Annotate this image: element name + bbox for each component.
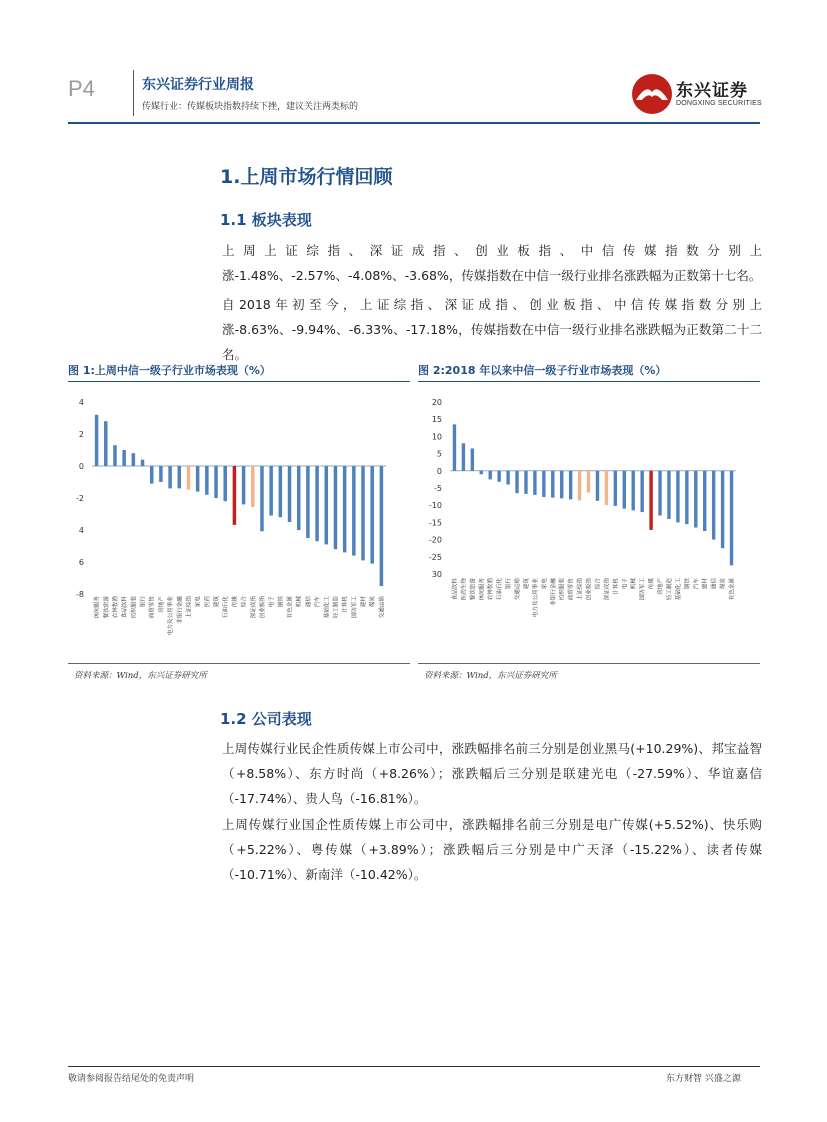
bar-3 bbox=[480, 471, 483, 474]
bar-30 bbox=[370, 466, 373, 564]
category-label: 创业板指 bbox=[586, 578, 593, 601]
bar-21 bbox=[640, 471, 643, 512]
section-1-1-paragraph-1: 上周上证综指、深证成指、创业板指、中信传媒指数分别上涨-1.48%、-2.57%、-4.08%、-3.68%，传媒指数在中信一级行业排名涨跌幅为正数第十七名。 bbox=[222, 243, 762, 283]
category-label: 餐饮旅游 bbox=[103, 596, 110, 619]
bar-5 bbox=[497, 471, 500, 482]
bar-9 bbox=[178, 466, 181, 488]
bar-11 bbox=[196, 466, 199, 492]
category-label: 机械 bbox=[296, 596, 303, 608]
bar-6 bbox=[506, 471, 509, 485]
category-label: 休闲服务 bbox=[94, 596, 101, 619]
category-label: 医药生物 bbox=[461, 578, 468, 601]
header-divider bbox=[133, 70, 134, 116]
bar-31 bbox=[380, 466, 383, 586]
category-label: 基础化工 bbox=[675, 578, 682, 601]
category-label: 计算机 bbox=[342, 596, 349, 613]
logo-cn-text: 东兴证券 bbox=[676, 81, 748, 101]
category-label: 通信 bbox=[711, 578, 718, 590]
y-tick-label: -10 bbox=[428, 501, 442, 511]
bar-2 bbox=[471, 448, 474, 470]
category-label: 交通运输 bbox=[515, 578, 522, 601]
bar-7 bbox=[515, 471, 518, 493]
category-label: 综合 bbox=[595, 578, 602, 590]
bar-5 bbox=[141, 460, 144, 466]
category-label: 机械 bbox=[631, 578, 638, 590]
y-tick-label: 10 bbox=[431, 432, 442, 442]
footer-rule bbox=[68, 1066, 760, 1067]
category-label: 轻工制造 bbox=[666, 578, 673, 601]
category-label: 石油石化 bbox=[223, 596, 230, 619]
bar-8 bbox=[524, 471, 527, 494]
category-label: 综合 bbox=[241, 596, 248, 608]
category-label: 钢铁 bbox=[278, 596, 285, 608]
category-label: 电子 bbox=[622, 578, 629, 590]
category-label: 非银行金融 bbox=[177, 596, 184, 624]
bar-18 bbox=[260, 466, 263, 531]
bar-24 bbox=[667, 471, 670, 519]
category-label: 农林牧渔 bbox=[488, 578, 495, 601]
bar-23 bbox=[306, 466, 309, 538]
header-rule bbox=[68, 122, 760, 124]
y-tick-label: 2 bbox=[78, 430, 84, 439]
category-label: 建筑 bbox=[523, 578, 530, 590]
category-label: 商贸零售 bbox=[149, 596, 156, 619]
bar-11 bbox=[551, 471, 554, 498]
bar-4 bbox=[489, 471, 492, 480]
bar-30 bbox=[721, 471, 724, 548]
figure-1-source: 资料来源：Wind，东兴证券研究所 bbox=[74, 671, 207, 681]
category-label: 医药 bbox=[204, 596, 211, 608]
bar-9 bbox=[533, 471, 536, 495]
y-tick-label: 0 bbox=[78, 462, 84, 471]
y-tick-label: 4 bbox=[78, 526, 84, 535]
category-label: 纺织服装 bbox=[559, 578, 566, 601]
category-label: 银行 bbox=[140, 596, 147, 608]
category-label: 银行 bbox=[506, 578, 513, 590]
bar-26 bbox=[334, 466, 337, 549]
footer-disclaimer: 敬请参阅报告结尾处的免责声明 bbox=[68, 1074, 195, 1084]
category-label: 食品饮料 bbox=[452, 578, 459, 601]
section-1-heading: 1.上周市场行情回顾 bbox=[220, 166, 393, 188]
y-tick-label: 4 bbox=[78, 398, 84, 407]
category-label: 煤炭 bbox=[370, 596, 377, 608]
category-label: 电力及公用事业 bbox=[532, 578, 539, 618]
category-label: 石油石化 bbox=[497, 578, 504, 601]
bar-19 bbox=[623, 471, 626, 509]
bar-19 bbox=[269, 466, 272, 516]
bar-22 bbox=[649, 471, 652, 530]
category-label: 休闲服务 bbox=[479, 578, 486, 601]
bar-24 bbox=[315, 466, 318, 541]
y-tick-label: -2 bbox=[76, 494, 84, 503]
bar-23 bbox=[658, 471, 661, 516]
category-label: 上证综指 bbox=[186, 596, 193, 619]
category-label: 农林牧渔 bbox=[112, 596, 119, 619]
bar-29 bbox=[361, 466, 364, 560]
figure-2-bottom-rule bbox=[418, 663, 760, 664]
section-1-1-heading: 1.1 板块表现 bbox=[220, 211, 312, 229]
category-label: 电力及公用事业 bbox=[168, 596, 175, 636]
figure-1-top-rule bbox=[68, 381, 410, 382]
bar-26 bbox=[685, 471, 688, 524]
y-tick-label: 15 bbox=[431, 415, 442, 425]
category-label: 上证综指 bbox=[577, 578, 584, 601]
bar-2 bbox=[113, 445, 116, 466]
bar-1 bbox=[462, 443, 465, 471]
category-label: 传媒 bbox=[649, 578, 656, 590]
figure-2-chart bbox=[418, 384, 760, 662]
bar-27 bbox=[694, 471, 697, 528]
category-label: 钢铁 bbox=[684, 578, 691, 590]
category-label: 计算机 bbox=[613, 578, 620, 595]
footer-slogan: 东方财智 兴盛之源 bbox=[666, 1074, 741, 1084]
category-label: 餐饮旅游 bbox=[470, 578, 477, 601]
bar-27 bbox=[343, 466, 346, 552]
bar-31 bbox=[730, 471, 733, 566]
category-label: 家电 bbox=[195, 596, 202, 608]
figure-2-caption: 图 2:2018 年以来中信一级子行业市场表现（%） bbox=[418, 364, 667, 377]
category-label: 深证成指 bbox=[250, 596, 257, 619]
bar-16 bbox=[242, 466, 245, 504]
category-label: 家电 bbox=[541, 578, 548, 590]
bar-25 bbox=[676, 471, 679, 523]
bar-15 bbox=[233, 466, 236, 525]
figure-1-chart bbox=[68, 384, 410, 662]
figure-1-caption: 图 1:上周中信一级子行业市场表现（%） bbox=[68, 364, 271, 377]
category-label: 房地产 bbox=[658, 578, 665, 595]
category-label: 建材 bbox=[361, 596, 368, 608]
bar-12 bbox=[560, 471, 563, 499]
bar-10 bbox=[187, 466, 190, 490]
bar-20 bbox=[279, 466, 282, 517]
section-1-2-paragraph-2: 上周传媒行业国企性质传媒上市公司中，涨跌幅排名前三分别是电广传媒(+5.52%)、快乐购（+5.22%）、粤传媒（+3.89%）；涨跌幅后三分别是中广天泽（-15.22%）、读者传媒（-10.71%）、新南洋（-10.42%）。 bbox=[222, 817, 762, 882]
bar-0 bbox=[95, 415, 98, 466]
bar-16 bbox=[596, 471, 599, 501]
y-tick-label: -8 bbox=[76, 590, 84, 599]
bar-17 bbox=[251, 466, 254, 507]
category-label: 交通运输 bbox=[379, 596, 386, 619]
category-label: 建筑 bbox=[214, 596, 221, 608]
category-label: 非银行金融 bbox=[550, 578, 557, 606]
bar-20 bbox=[632, 471, 635, 511]
category-label: 有色金属 bbox=[287, 596, 294, 619]
report-title: 东兴证券行业周报 bbox=[142, 77, 254, 93]
bar-21 bbox=[288, 466, 291, 522]
page-number: P4 bbox=[68, 76, 95, 101]
category-label: 基础化工 bbox=[324, 596, 331, 619]
bar-13 bbox=[569, 471, 572, 500]
bar-1 bbox=[104, 421, 107, 466]
y-tick-label: -5 bbox=[434, 484, 442, 493]
category-label: 纺织服装 bbox=[131, 596, 138, 619]
category-label: 食品饮料 bbox=[122, 596, 129, 619]
category-label: 传媒 bbox=[232, 596, 239, 608]
bar-7 bbox=[159, 466, 162, 482]
y-tick-label: 30 bbox=[431, 570, 442, 579]
bar-13 bbox=[214, 466, 217, 498]
category-label: 创业板指 bbox=[259, 596, 266, 619]
section-1-2-heading: 1.2 公司表现 bbox=[220, 710, 312, 728]
logo-en-text: DONGXING SECURITIES bbox=[676, 100, 762, 107]
bar-4 bbox=[132, 453, 135, 466]
bar-3 bbox=[122, 450, 125, 466]
bar-28 bbox=[703, 471, 706, 531]
bar-18 bbox=[614, 471, 617, 506]
category-label: 建材 bbox=[702, 578, 709, 590]
bar-10 bbox=[542, 471, 545, 497]
category-label: 汽车 bbox=[693, 578, 700, 590]
bar-14 bbox=[578, 471, 581, 501]
category-label: 通信 bbox=[305, 596, 312, 608]
figure-2-source: 资料来源：Wind，东兴证券研究所 bbox=[424, 671, 557, 681]
category-label: 电子 bbox=[269, 596, 276, 608]
y-tick-label: -25 bbox=[428, 552, 442, 562]
y-tick-label: 0 bbox=[436, 466, 442, 476]
figure-1-bottom-rule bbox=[68, 663, 410, 664]
category-label: 国防军工 bbox=[351, 596, 358, 619]
section-1-2-paragraph-1: 上周传媒行业民企性质传媒上市公司中，涨跌幅排名前三分别是创业黑马(+10.29%)、邦宝益智（+8.58%）、东方时尚（+8.26%）；涨跌幅后三分别是联建光电（-27.59%）、华谊嘉信（-17.74%）、贵人鸟（-16.81%）。 bbox=[222, 741, 762, 806]
bar-8 bbox=[168, 466, 171, 488]
category-label: 国防军工 bbox=[640, 578, 647, 601]
category-label: 煤炭 bbox=[720, 578, 727, 590]
y-tick-label: -15 bbox=[428, 518, 442, 528]
bar-14 bbox=[223, 466, 226, 501]
bar-6 bbox=[150, 466, 153, 484]
section-1-1-paragraph-2: 自2018年初至今，上证综指、深证成指、创业板指、中信传媒指数分别上涨-8.63%、-9.94%、-6.33%、-17.18%，传媒指数在中信一级行业排名涨跌幅为正数第二十二名。 bbox=[222, 297, 762, 362]
y-tick-label: 6 bbox=[78, 558, 84, 567]
bar-22 bbox=[297, 466, 300, 530]
category-label: 轻工制造 bbox=[333, 596, 340, 619]
category-label: 汽车 bbox=[315, 596, 322, 608]
bar-28 bbox=[352, 466, 355, 556]
category-label: 房地产 bbox=[158, 596, 165, 613]
bar-17 bbox=[605, 471, 608, 505]
company-logo-icon bbox=[630, 72, 674, 116]
y-tick-label: 20 bbox=[431, 398, 442, 407]
bar-0 bbox=[453, 424, 456, 470]
category-label: 商贸零售 bbox=[568, 578, 575, 601]
bar-12 bbox=[205, 466, 208, 495]
y-tick-label: -20 bbox=[428, 535, 442, 545]
bar-15 bbox=[587, 471, 590, 493]
figure-2-top-rule bbox=[418, 381, 760, 382]
category-label: 深证成指 bbox=[604, 578, 611, 601]
bar-25 bbox=[325, 466, 328, 544]
y-tick-label: 5 bbox=[436, 449, 442, 459]
bar-29 bbox=[712, 471, 715, 540]
category-label: 有色金属 bbox=[729, 578, 736, 601]
report-subtitle: 传媒行业：传媒板块指数持续下挫，建议关注两类标的 bbox=[142, 102, 359, 112]
